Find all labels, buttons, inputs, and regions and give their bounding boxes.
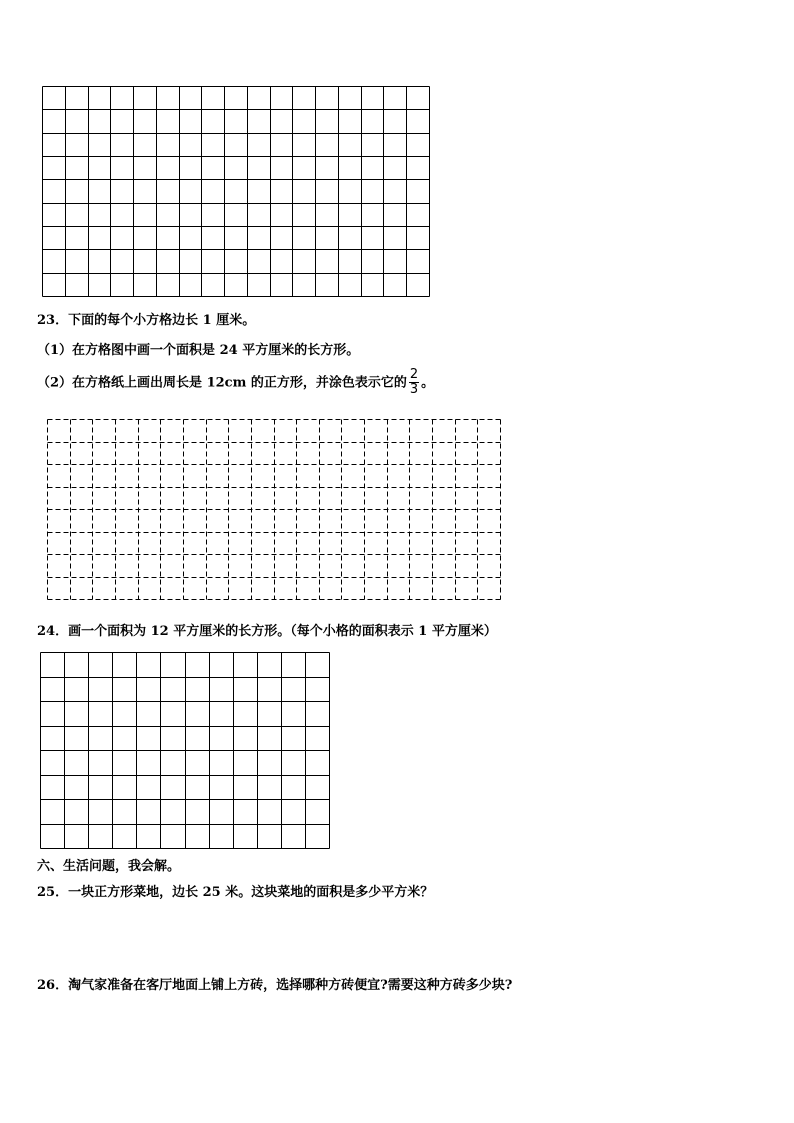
grid-dashed [47, 419, 503, 602]
q25-title: 25．一块正方形菜地，边长 25 米。这块菜地的面积是多少平方米？ [37, 885, 434, 900]
fraction-denominator: 3 [409, 382, 419, 398]
q23-part1: （1）在方格图中画一个面积是 24 平方厘米的长方形。 [37, 343, 360, 358]
q23-title: 23．下面的每个小方格边长 1 厘米。 [37, 313, 256, 328]
fraction-numerator: 2 [409, 367, 419, 382]
grid-top [42, 86, 432, 299]
q23-part2-text: （2）在方格纸上画出周长是 12cm 的正方形，并涂色表示它的 [37, 375, 407, 391]
square-grid [42, 86, 432, 299]
q23-part2-end: 。 [421, 375, 435, 391]
section6-title: 六、生活问题，我会解。 [37, 859, 181, 874]
square-grid [40, 652, 332, 850]
q23-part2 [37, 368, 434, 398]
q26-title: 26．淘气家准备在客厅地面上铺上方砖，选择哪种方砖便宜?需要这种方砖多少块? [37, 978, 513, 993]
grid-q24 [40, 652, 332, 850]
q24-title: 24．画一个面积为 12 平方厘米的长方形。（每个小格的面积表示 1 平方厘米） [37, 624, 497, 639]
fraction [409, 368, 419, 398]
dashed-square-grid [47, 419, 503, 602]
